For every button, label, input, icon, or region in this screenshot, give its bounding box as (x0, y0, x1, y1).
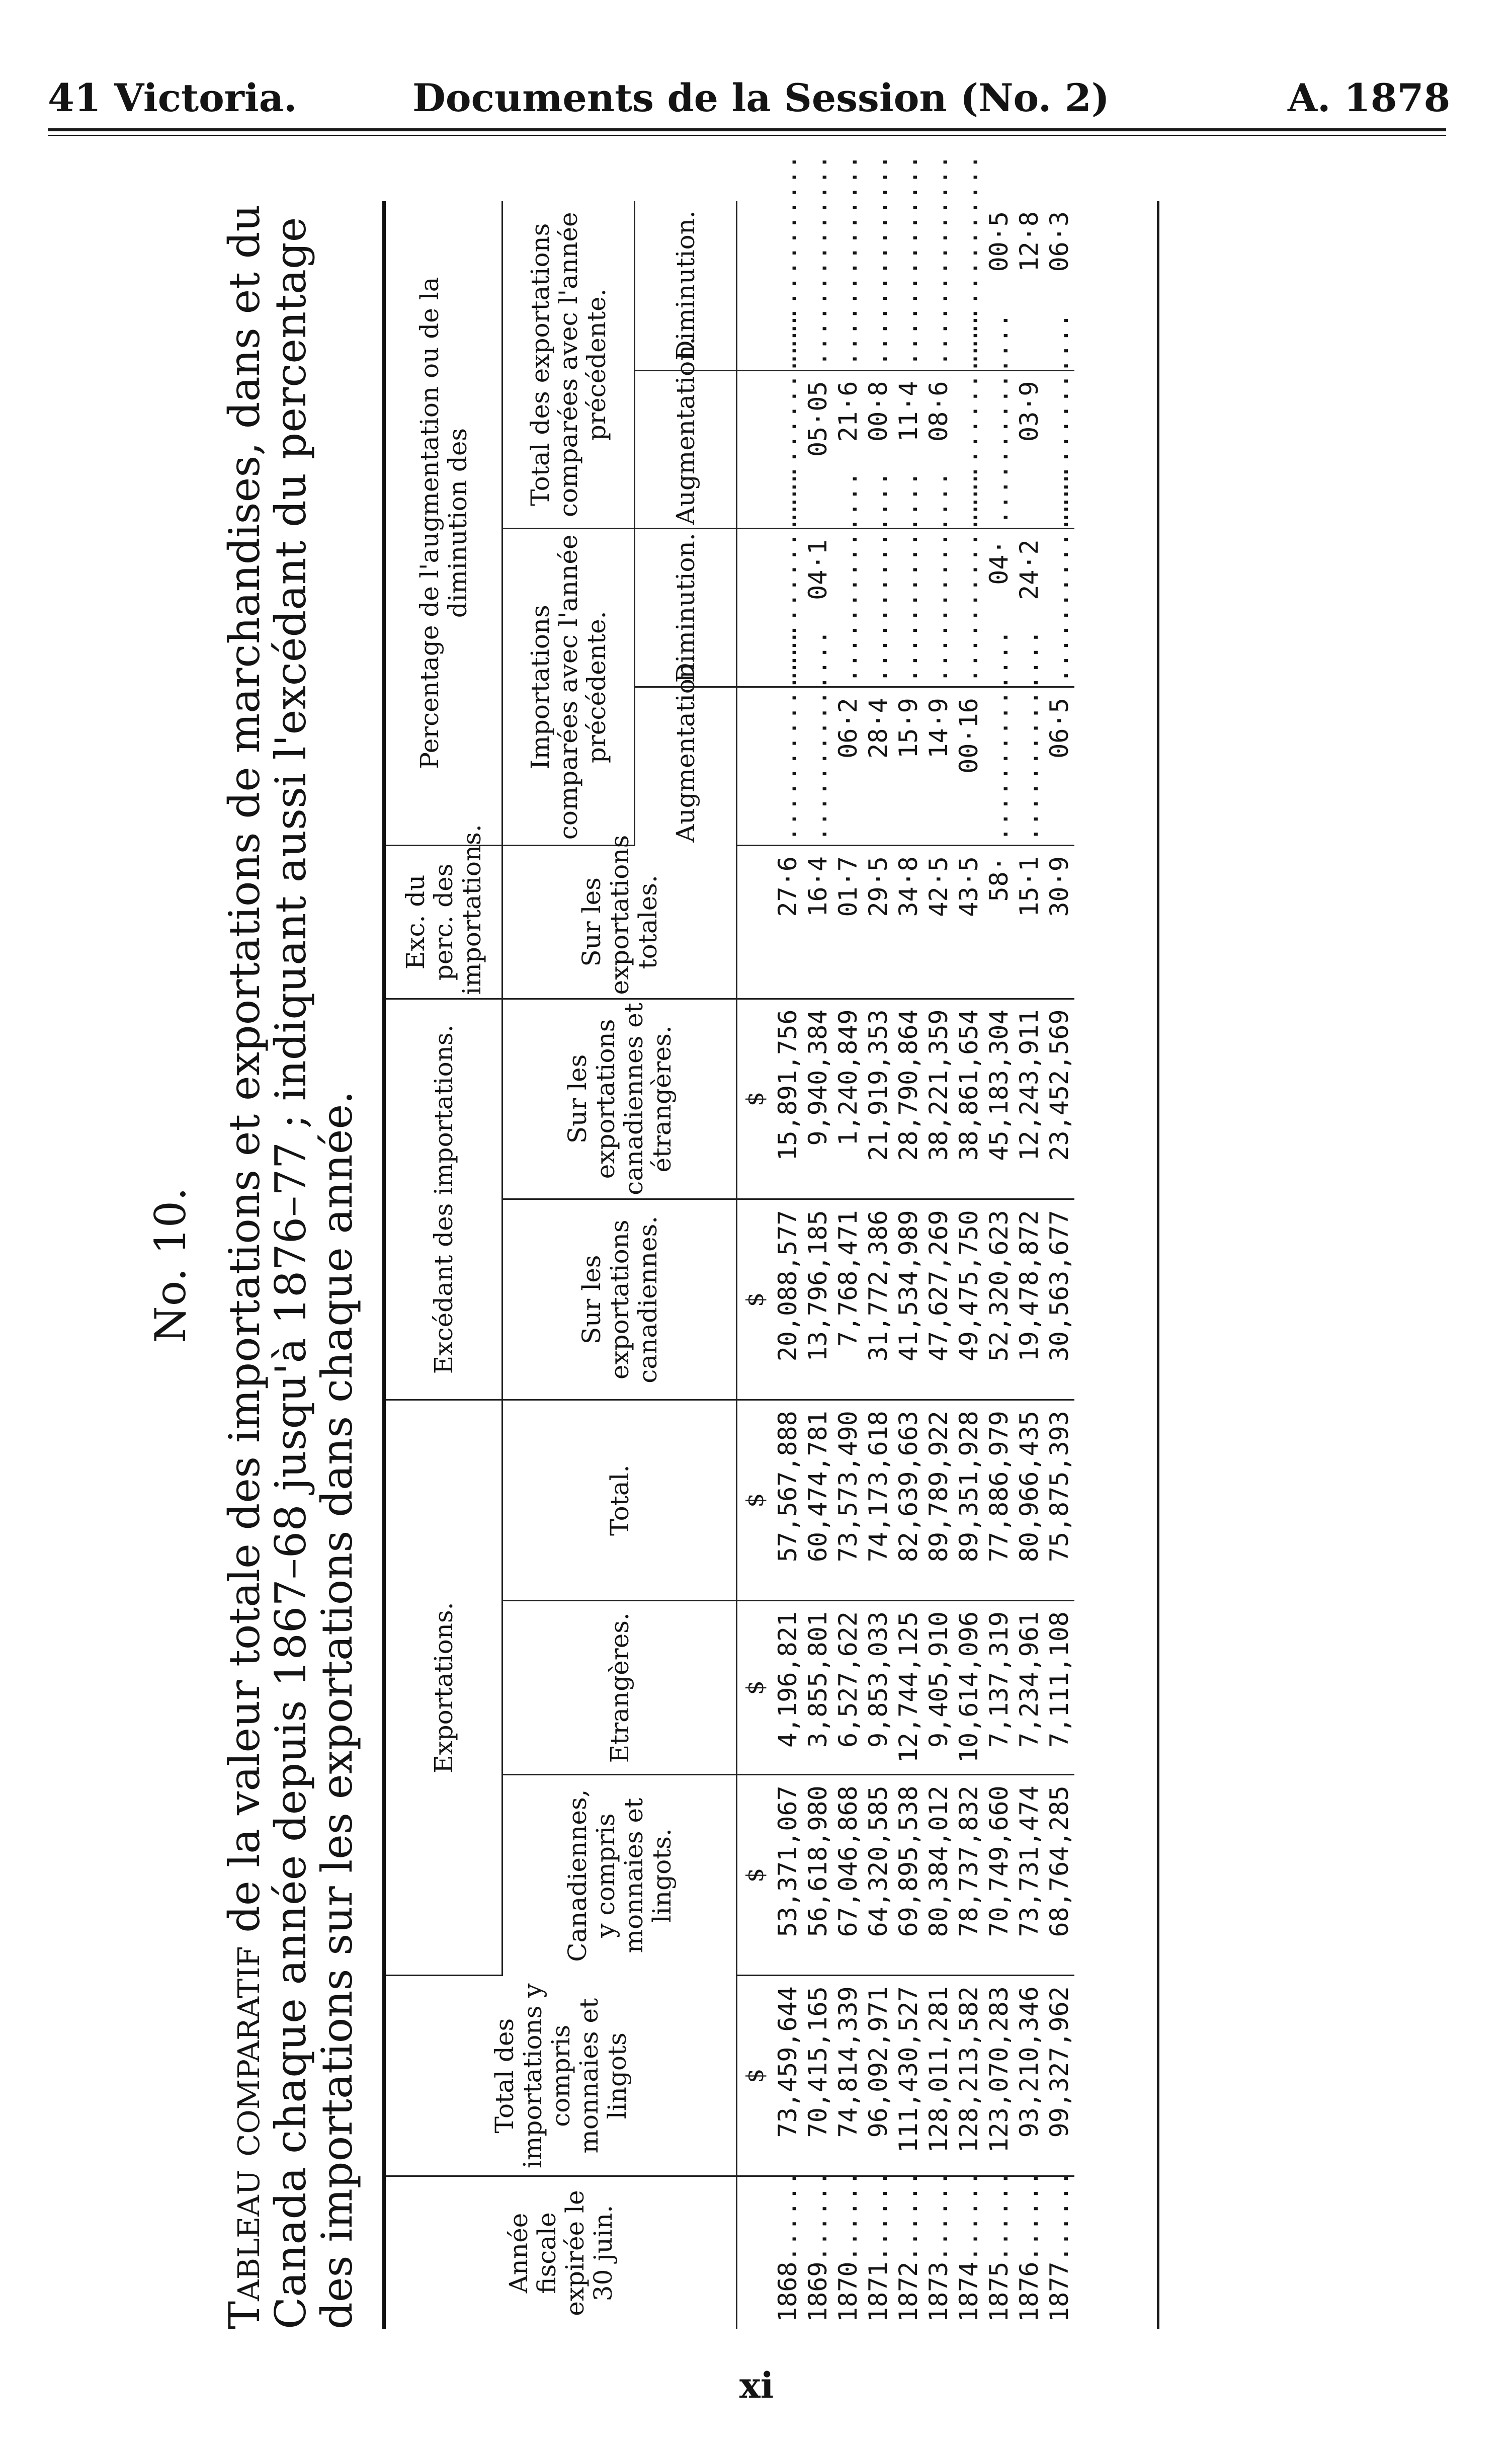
imp-aug-header: Augmentation. (635, 687, 737, 846)
table-cell: 08·6 (924, 381, 953, 442)
table-cell: 21·6 (833, 381, 863, 442)
table-cell: 04·1 (803, 539, 832, 600)
canadian-exports-header: Canadiennes, y compris monnaies et lingots. (502, 1775, 737, 1976)
table-cell: 28·4 (864, 698, 893, 759)
table-cell: .............. (773, 471, 802, 684)
table-cell: 73,573,490 (833, 1411, 863, 1563)
total-imports-header: Total des importations y compris monnaies et lingots (384, 1976, 737, 2176)
table-cell: 47,627,269 (924, 1210, 953, 1362)
table-cell: 7,111,108 (1045, 1611, 1074, 1748)
currency-spacer (737, 687, 773, 846)
currency-label: $ (737, 1976, 773, 2176)
table-cell: 74,173,618 (864, 1411, 893, 1563)
table-cell: 123,070,283 (984, 1986, 1014, 2153)
table-cell: 23,452,569 (1045, 1009, 1074, 1161)
table-cell: .............. (833, 154, 863, 367)
table-cell: 99,327,962 (1045, 1986, 1074, 2138)
table-cell: .............. (924, 471, 953, 684)
table-cell: 57,567,888 (773, 1411, 802, 1563)
table-cell: 00·5 (984, 211, 1014, 272)
table-cell: .............. (773, 154, 802, 367)
table-cell: .............. (1045, 312, 1074, 525)
table-cell: 03·9 (1015, 381, 1044, 442)
currency-label: $ (737, 1601, 773, 1775)
table-cell: 06·3 (1045, 211, 1074, 272)
table-cell: 30,563,677 (1045, 1210, 1074, 1362)
imp-compared-header: Importations comparées avec l'année précédente. (502, 529, 635, 846)
table-cell: 9,940,384 (803, 1009, 832, 1146)
header-year: A. 1878 (1288, 75, 1451, 120)
table-cell: 1873...... (924, 2170, 953, 2322)
table-cell: 28,790,864 (894, 1009, 923, 1161)
exp-aug-header: Augmentation. (635, 370, 737, 529)
exc-canadian-header: Sur les exportations canadiennes. (502, 1199, 737, 1400)
currency-spacer (737, 370, 773, 529)
table-cell: 15·1 (1015, 856, 1044, 917)
years-column (773, 2170, 1074, 2329)
table-cell: 4,196,821 (773, 1611, 802, 1748)
table-cell: 68,764,285 (1045, 1785, 1074, 1937)
table-caption (221, 201, 360, 2329)
table-cell: 41,534,989 (894, 1210, 923, 1362)
table-cell: 1875...... (984, 2170, 1014, 2322)
table-cell: 15·9 (894, 698, 923, 759)
table-cell: 06·2 (833, 698, 863, 759)
canadian-exports-column (773, 1775, 1074, 1976)
exc-all-column (773, 999, 1074, 1199)
table-cell: 49,475,750 (954, 1210, 983, 1362)
table-cell: 82,639,663 (894, 1411, 923, 1563)
table-cell: 20,088,577 (773, 1210, 802, 1362)
table-cell: 34·8 (894, 856, 923, 917)
table-cell: 04· (984, 539, 1014, 585)
table-cell: 1868...... (773, 2170, 802, 2322)
exp-dim-header: Diminution. (635, 201, 737, 370)
exportations-header: Exportations. (384, 1400, 502, 1976)
exc-perc-column (773, 846, 1074, 999)
rotated-content (146, 154, 1242, 2329)
table-cell: 67,046,868 (833, 1785, 863, 1937)
table-cell: .............. (803, 629, 832, 842)
year-header: Année fiscale expirée le 30 juin. (384, 2176, 737, 2329)
table-cell: 96,092,971 (864, 1986, 893, 2138)
header-document-title: Documents de la Session (No. 2) (412, 75, 1110, 120)
table-cell: 12,243,911 (1015, 1009, 1044, 1161)
table-cell: 64,320,585 (864, 1785, 893, 1937)
total-exports-column (773, 1400, 1074, 1601)
table-cell: 9,405,910 (924, 1611, 953, 1748)
currency-label: $ (737, 1775, 773, 1976)
table-cell: 75,875,393 (1045, 1411, 1074, 1563)
table-cell: 1872...... (894, 2170, 923, 2322)
table-cell: 69,895,538 (894, 1785, 923, 1937)
total-imports-column (773, 1976, 1074, 2176)
table-cell: 38,221,359 (924, 1009, 953, 1161)
currency-spacer (737, 529, 773, 687)
page-marker: xi (739, 2364, 774, 2406)
exc-all-header: Sur les exportations canadiennes et étrangères. (502, 999, 737, 1199)
foreign-exports-column (773, 1601, 1074, 1775)
header-session-label: 41 Victoria. (48, 75, 297, 120)
imp-dim-header: Diminution. (635, 529, 737, 687)
percentage-header: Percentage de l'augmentation ou de la diminution des (384, 201, 502, 846)
table-cell: 56,618,980 (803, 1785, 832, 1937)
table-cell: 19,478,872 (1015, 1210, 1044, 1362)
currency-spacer (737, 2176, 773, 2329)
table-cell: 29·5 (864, 856, 893, 917)
table-cell: .............. (833, 471, 863, 684)
table-cell: 05·05 (803, 381, 832, 457)
table-cell: 10,614,096 (954, 1611, 983, 1763)
table-cell: 74,814,339 (833, 1986, 863, 2138)
table-cell: 7,234,961 (1015, 1611, 1044, 1748)
table-cell: 1877...... (1045, 2170, 1074, 2322)
table-cell: .............. (864, 471, 893, 684)
exc-perc-header: Exc. du perc. des importations. (384, 846, 502, 999)
table-cell: .............. (924, 154, 953, 367)
table-cell: 128,213,582 (954, 1986, 983, 2153)
table-cell: .............. (954, 154, 983, 367)
table-cell: 14·9 (924, 698, 953, 759)
table-cell: 11·4 (894, 381, 923, 442)
table-cell: .............. (894, 154, 923, 367)
table-cell: 80,384,012 (924, 1785, 953, 1937)
document-number: No. 10. (146, 1187, 195, 1343)
table-cell: 70,415,165 (803, 1986, 832, 2138)
table-cell: 24·2 (1015, 539, 1044, 600)
table-cell: 111,430,527 (894, 1986, 923, 2153)
exc-canadian-column (773, 1199, 1074, 1400)
table-cell: 38,861,654 (954, 1009, 983, 1161)
table-cell: 31,772,386 (864, 1210, 893, 1362)
table-cell: 7,768,471 (833, 1210, 863, 1347)
table-cell: 12·8 (1015, 211, 1044, 272)
exp-compared-header: Total des exportations comparées avec l'année précédente. (502, 201, 635, 529)
table-bottom-rule (1157, 201, 1159, 2329)
table-cell: 00·8 (864, 381, 893, 442)
table-cell: 89,789,922 (924, 1411, 953, 1563)
table-cell: .............. (803, 154, 832, 367)
table-cell: 70,749,660 (984, 1785, 1014, 1937)
table-cell: .............. (1045, 471, 1074, 684)
table-cell: 80,966,435 (1015, 1411, 1044, 1563)
table-cell: 6,527,622 (833, 1611, 863, 1748)
table-cell: 21,919,353 (864, 1009, 893, 1161)
caption-lead: Tableau comparatif (220, 1946, 269, 2329)
table-cell: .............. (773, 312, 802, 525)
header-rule-thick (48, 128, 1446, 131)
table-cell: 128,011,281 (924, 1986, 953, 2153)
table-cell: 7,137,319 (984, 1611, 1014, 1748)
table-cell: 42·5 (924, 856, 953, 917)
table-cell: .............. (984, 629, 1014, 842)
table-cell: 30·9 (1045, 856, 1074, 917)
table-cell: 1870...... (833, 2170, 863, 2322)
table-cell: 58· (984, 856, 1014, 902)
caption-text: de la valeur totale des importations et exportations de marchandises, dans et du Canada chaque année depuis 1867–68 jusqu'à 1876–77 ; indiquant aussi l'excédant du percentage des importations sur les exportations dans chaque année. (220, 204, 362, 2329)
table-cell: 1,240,849 (833, 1009, 863, 1146)
table-cell: 00·16 (954, 698, 983, 774)
table-cell: 12,744,125 (894, 1611, 923, 1763)
table-cell: 73,459,644 (773, 1986, 802, 2138)
table-cell: 89,351,928 (954, 1411, 983, 1563)
table-cell: 73,731,474 (1015, 1785, 1044, 1937)
table-cell: 93,210,346 (1015, 1986, 1044, 2138)
currency-label: $ (737, 1400, 773, 1601)
exp-aug-column (773, 312, 1074, 529)
table-cell: 01·7 (833, 856, 863, 917)
exp-dim-column (773, 154, 1074, 370)
table-cell: 53,371,067 (773, 1785, 802, 1937)
header-rule-thin (48, 135, 1446, 136)
table-cell: 77,886,979 (984, 1411, 1014, 1563)
table-cell: 43·5 (954, 856, 983, 917)
table-cell: 15,891,756 (773, 1009, 802, 1161)
table-cell: 60,474,781 (803, 1411, 832, 1563)
excedant-header: Excédant des importations. (384, 999, 502, 1400)
currency-spacer (737, 846, 773, 999)
table-cell: 45,183,304 (984, 1009, 1014, 1161)
comparative-table (382, 154, 1074, 2329)
table-cell: 27·6 (773, 856, 802, 917)
table-cell: 1876...... (1015, 2170, 1044, 2322)
currency-label: $ (737, 1199, 773, 1400)
table-cell: 16·4 (803, 856, 832, 917)
table-cell: .............. (954, 312, 983, 525)
table-cell: .............. (894, 471, 923, 684)
table-cell: 3,855,801 (803, 1611, 832, 1748)
exc-perc-sub-header: Sur les exportations totales. (502, 846, 737, 999)
table-cell: 06·5 (1045, 698, 1074, 759)
table-cell: .............. (1015, 629, 1044, 842)
table-cell: .............. (984, 312, 1014, 525)
currency-spacer (737, 201, 773, 370)
table-cell: 1871...... (864, 2170, 893, 2322)
table-cell: 52,320,623 (984, 1210, 1014, 1362)
table-cell: .............. (773, 629, 802, 842)
imp-aug-column (773, 629, 1074, 846)
foreign-exports-header: Etrangères. (502, 1601, 737, 1775)
total-exports-header: Total. (502, 1400, 737, 1601)
currency-label: $ (737, 999, 773, 1199)
table-cell: 13,796,185 (803, 1210, 832, 1362)
table-cell: 1874...... (954, 2170, 983, 2322)
table-cell: .............. (954, 471, 983, 684)
table-cell: 78,737,832 (954, 1785, 983, 1937)
table-cell: .............. (864, 154, 893, 367)
table-cell: 9,853,033 (864, 1611, 893, 1748)
table-cell: 1869...... (803, 2170, 832, 2322)
